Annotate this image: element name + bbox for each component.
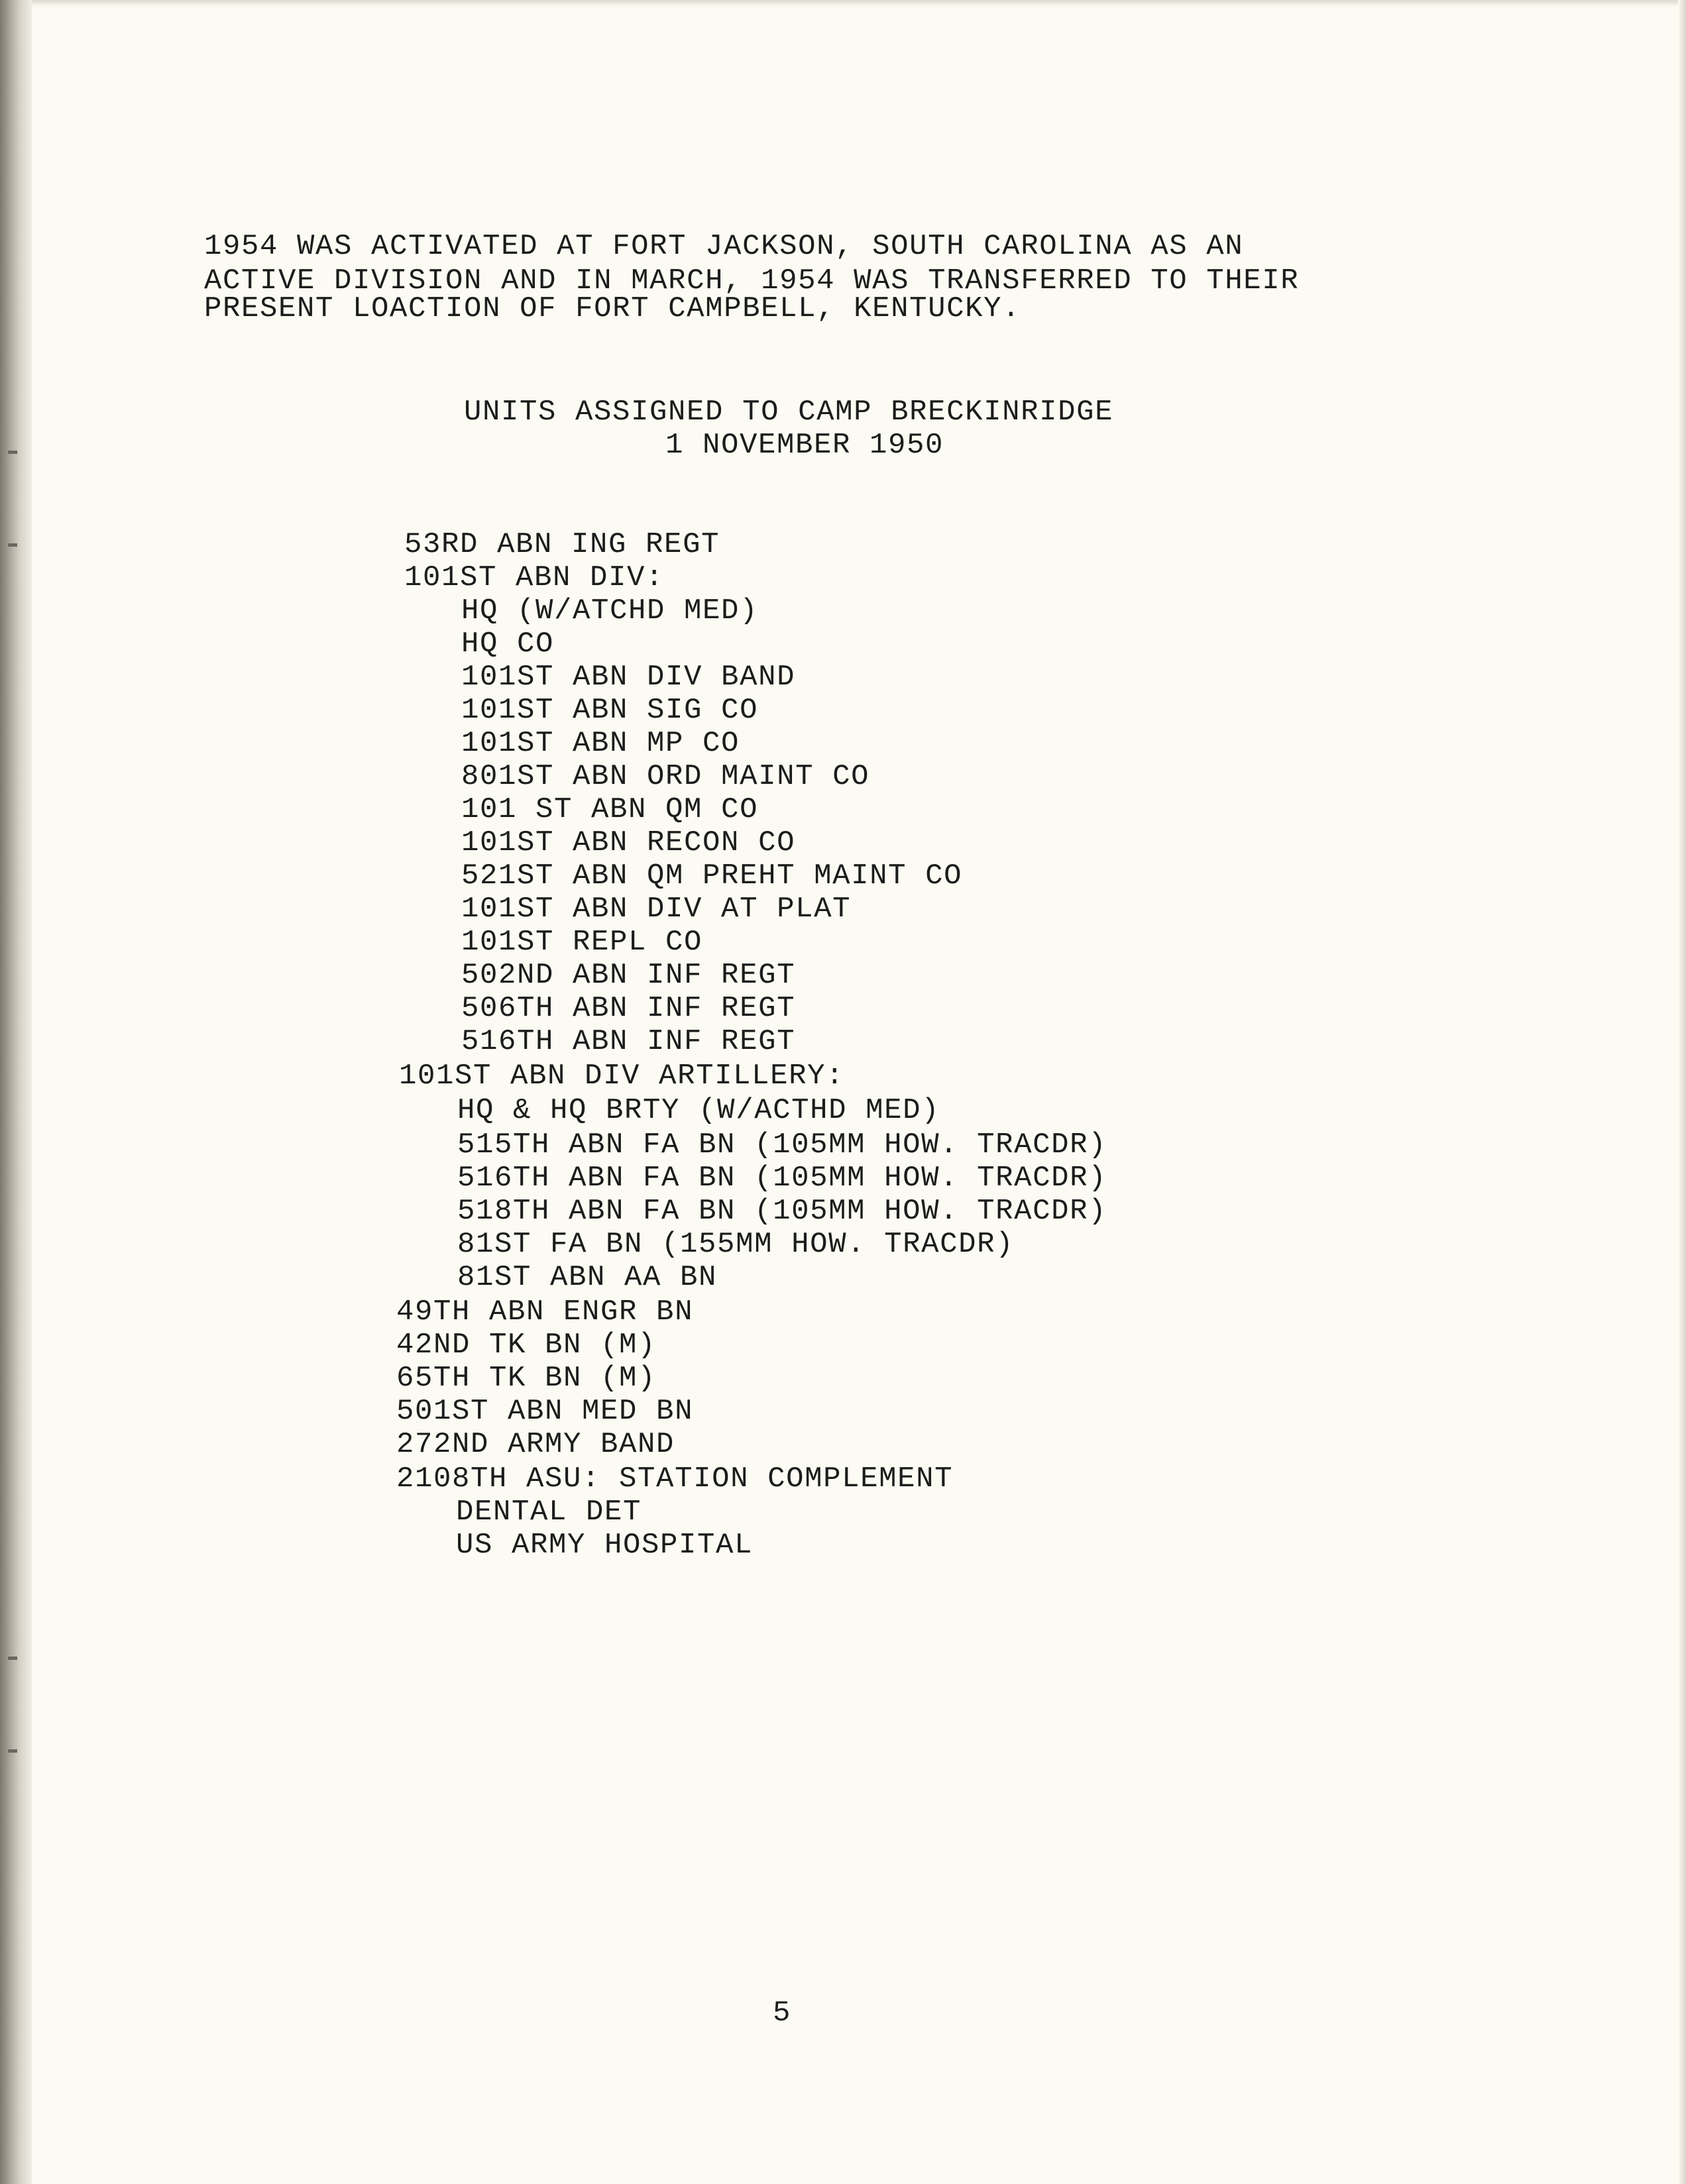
binding-mark (8, 451, 17, 454)
top-shadow (32, 0, 1686, 7)
list-item: 502ND ABN INF REGT (461, 959, 796, 992)
list-item: 101ST ABN DIV BAND (461, 661, 796, 694)
list-item: DENTAL DET (456, 1496, 642, 1529)
list-item: 42ND TK BN (M) (396, 1329, 657, 1362)
list-item: HQ & HQ BRTY (W/ACTHD MED) (457, 1094, 940, 1127)
list-item: HQ CO (461, 628, 555, 661)
list-item: 101ST ABN SIG CO (461, 694, 759, 727)
paragraph-line: 1954 WAS ACTIVATED AT FORT JACKSON, SOUTH CAROLINA AS AN (204, 230, 1244, 263)
paragraph-line: ACTIVE DIVISION AND IN MARCH, 1954 WAS TRANSFERRED TO THEIR (204, 264, 1300, 298)
list-item: 521ST ABN QM PREHT MAINT CO (461, 859, 963, 893)
list-item: 49TH ABN ENGR BN (396, 1295, 694, 1329)
list-item: 101ST ABN DIV ARTILLERY: (399, 1060, 845, 1093)
binding-mark (8, 543, 17, 547)
paragraph-line: PRESENT LOACTION OF FORT CAMPBELL, KENTUCKY. (204, 292, 1021, 325)
list-item: 801ST ABN ORD MAINT CO (461, 760, 870, 793)
page-number: 5 (773, 1996, 791, 2030)
list-item: 501ST ABN MED BN (396, 1395, 694, 1428)
list-item: 506TH ABN INF REGT (461, 992, 796, 1025)
list-item: 515TH ABN FA BN (105MM HOW. TRACDR) (457, 1128, 1107, 1162)
list-item: 101ST ABN RECON CO (461, 826, 796, 859)
binding-mark (8, 1749, 17, 1753)
list-item: HQ (W/ATCHD MED) (461, 594, 759, 628)
list-item: 272ND ARMY BAND (396, 1428, 675, 1461)
list-item: 2108TH ASU: STATION COMPLEMENT (396, 1462, 954, 1496)
list-item: 101ST ABN MP CO (461, 727, 740, 760)
list-item: 53RD ABN ING REGT (404, 528, 720, 561)
list-item: 101 ST ABN QM CO (461, 793, 759, 826)
list-item: 81ST FA BN (155MM HOW. TRACDR) (457, 1228, 1015, 1261)
binding-mark (8, 1657, 17, 1660)
list-item: 81ST ABN AA BN (457, 1261, 718, 1294)
list-item: 101ST ABN DIV: (404, 561, 665, 594)
list-item: 101ST ABN DIV AT PLAT (461, 893, 852, 926)
list-item: 101ST REPL CO (461, 926, 703, 959)
list-item: 516TH ABN INF REGT (461, 1025, 796, 1058)
binding-edge (0, 0, 32, 2184)
heading-date: 1 NOVEMBER 1950 (665, 429, 944, 462)
right-edge (1678, 0, 1686, 2184)
list-item: 518TH ABN FA BN (105MM HOW. TRACDR) (457, 1195, 1107, 1228)
list-item: 516TH ABN FA BN (105MM HOW. TRACDR) (457, 1162, 1107, 1195)
heading-title: UNITS ASSIGNED TO CAMP BRECKINRIDGE (464, 396, 1114, 429)
list-item: 65TH TK BN (M) (396, 1362, 657, 1395)
list-item: US ARMY HOSPITAL (456, 1529, 754, 1562)
